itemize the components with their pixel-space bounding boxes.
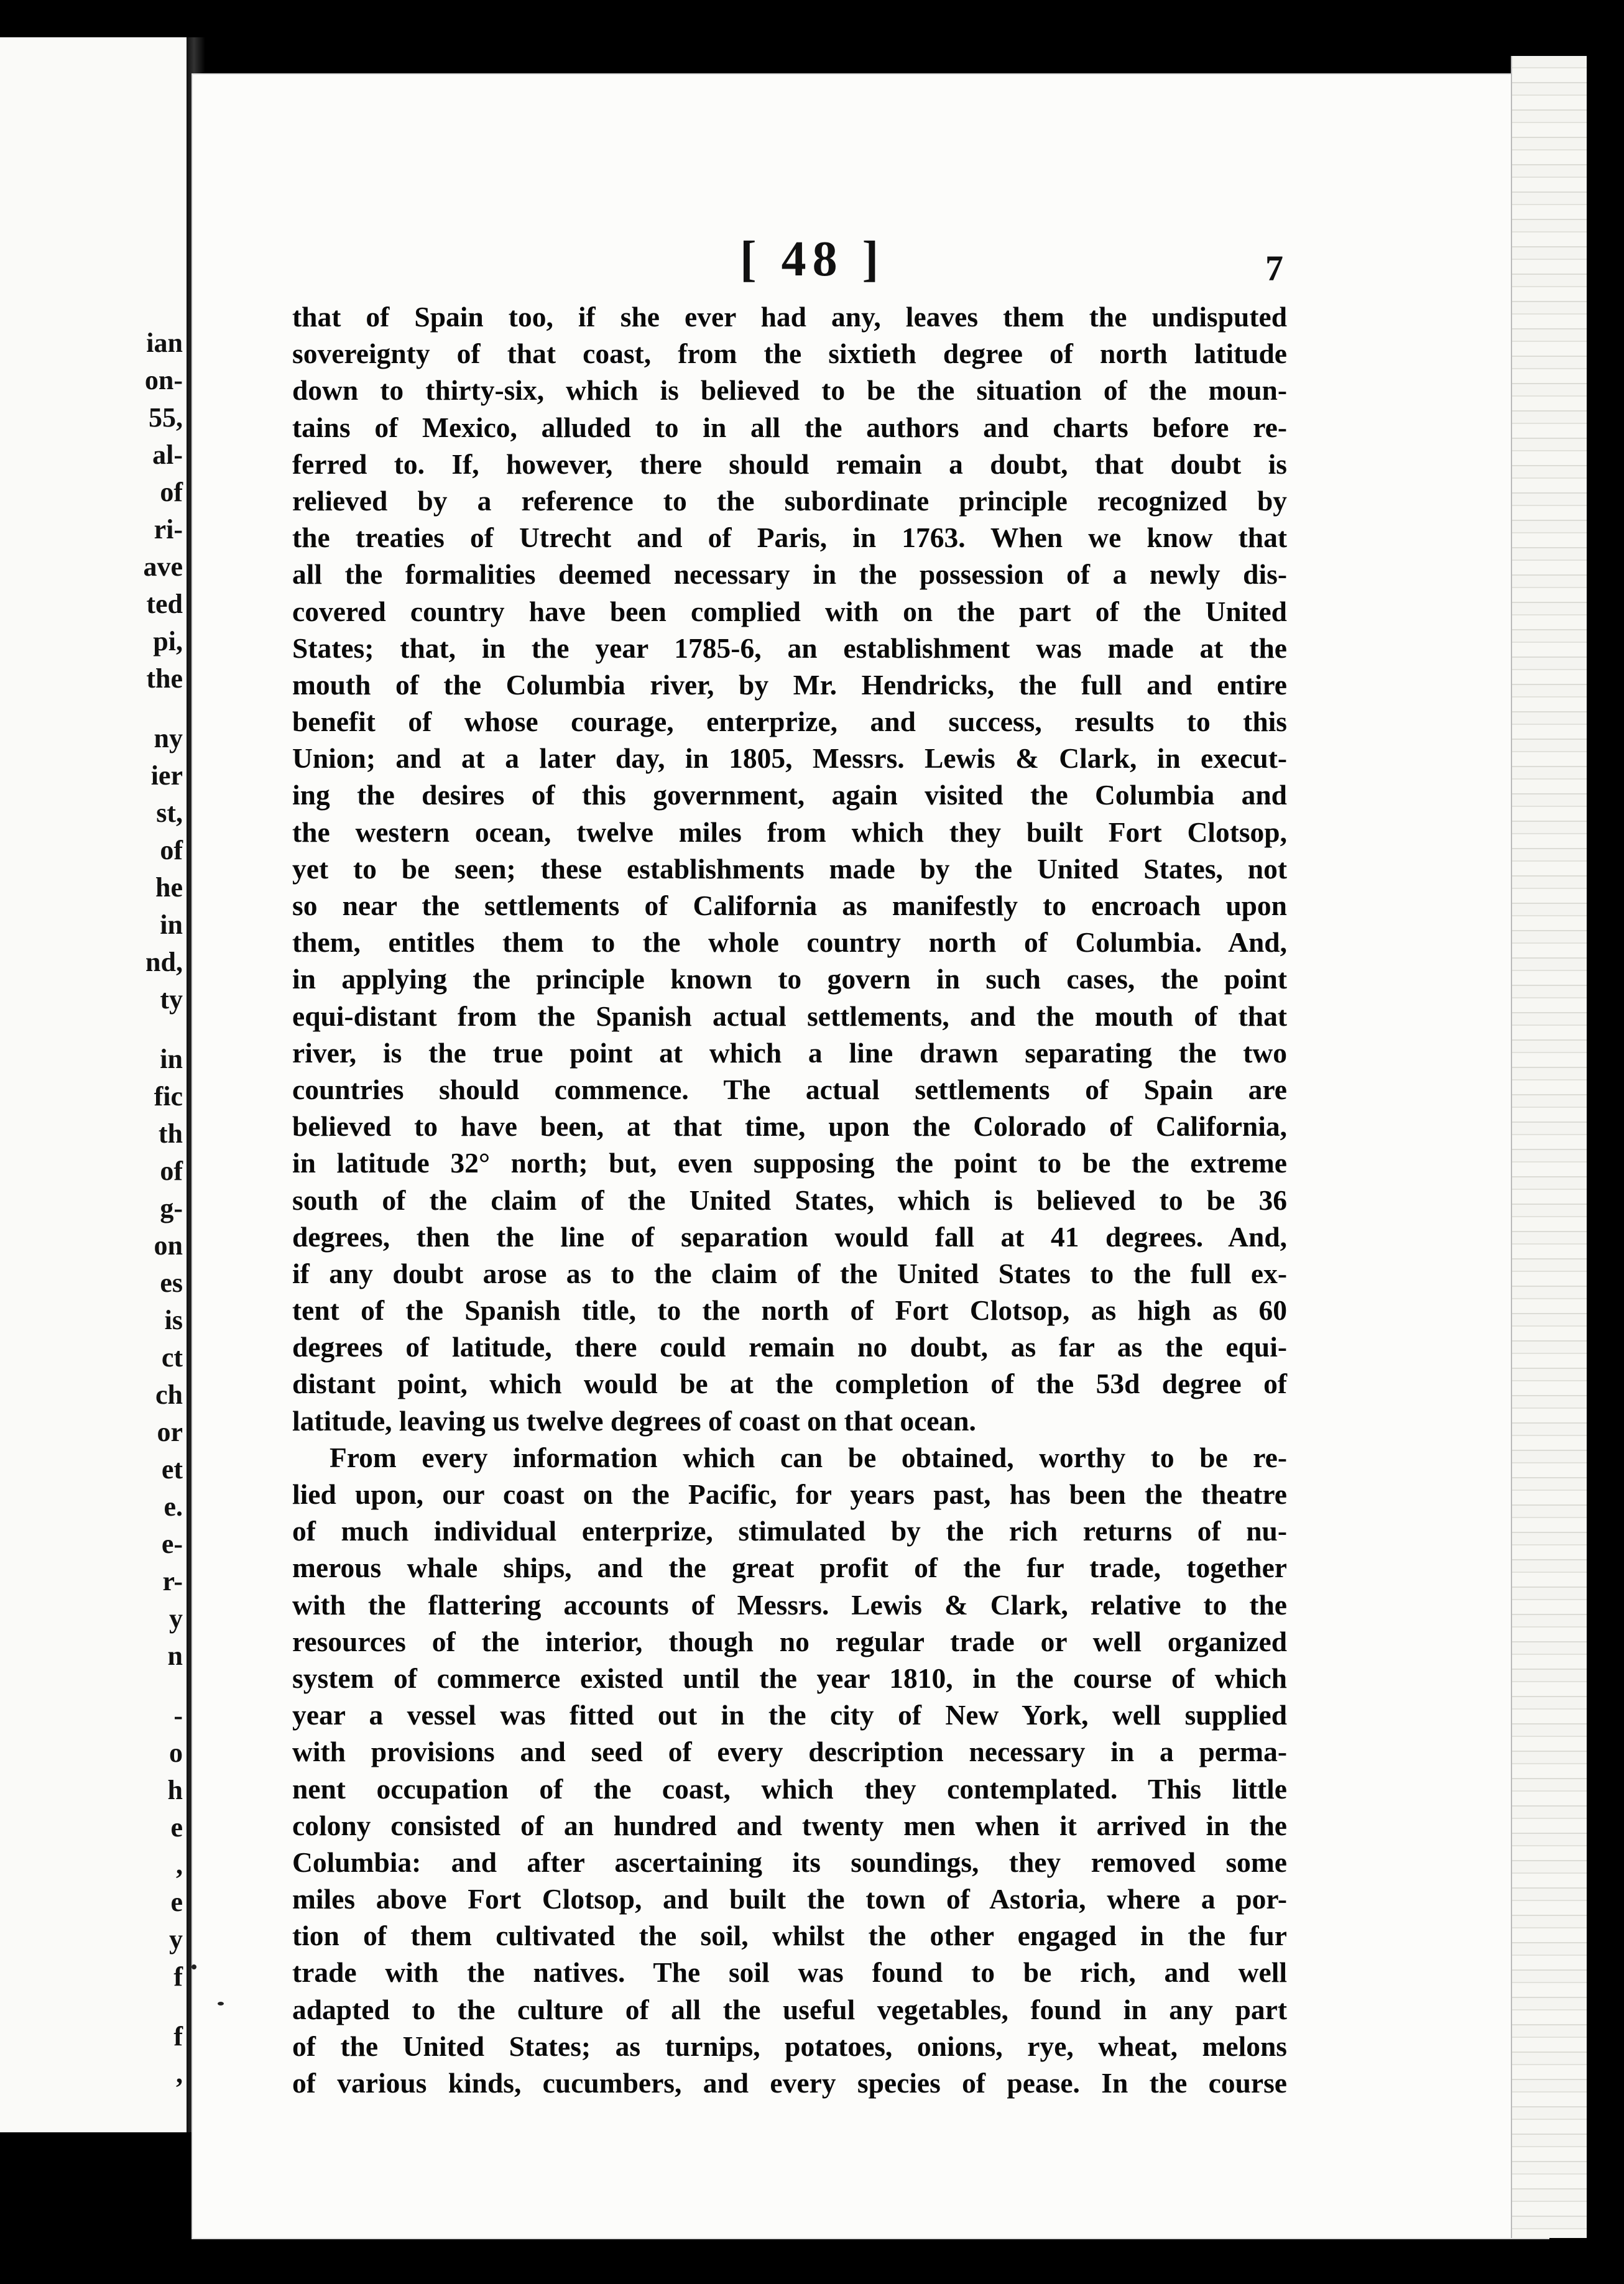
left-page-fragment: of — [160, 477, 183, 507]
text-line: merous whale ships, and the great profit of the fur trade, together — [292, 1552, 1287, 1584]
left-page-fragment: e — [170, 1812, 183, 1843]
left-page-fragment: , — [176, 2058, 183, 2089]
left-page-fragment: f — [173, 1961, 183, 1992]
left-page-fragment: g- — [160, 1193, 183, 1223]
text-line: them, entitles them to the whole country north of Columbia. And, — [292, 926, 1287, 959]
left-page-fragment: n — [167, 1641, 183, 1671]
left-page-fragment: es — [160, 1268, 183, 1298]
text-line: States; that, in the year 1785-6, an establishment was made at the — [292, 632, 1287, 664]
text-line: colony consisted of an hundred and twenty men when it arrived in the — [292, 1809, 1287, 1841]
bracketed-page-header: [ 48 ] — [740, 232, 885, 287]
text-line: down to thirty-six, which is believed to be the situation of the moun- — [292, 374, 1287, 407]
text-line: so near the settlements of California as manifestly to encroach upon — [292, 890, 1287, 921]
left-page-fragment: ian — [146, 328, 183, 358]
left-page-fragment: y — [169, 1924, 183, 1955]
text-line: Columbia: and after ascertaining its soundings, they removed some — [292, 1846, 1287, 1878]
left-page-fragment: ch — [155, 1379, 183, 1410]
left-page-fragment: e — [170, 1887, 183, 1917]
text-line: resources of the interior, though no regular trade or well organized — [292, 1625, 1287, 1657]
text-line: yet to be seen; these establishments made by the United States, not — [292, 852, 1287, 885]
left-page-fragment: or — [157, 1417, 183, 1447]
left-page-fragment: ave — [143, 551, 183, 582]
left-page-fragment: pi, — [153, 626, 183, 656]
text-line: countries should commence. The actual settlements of Spain are — [292, 1073, 1287, 1105]
text-line: of the United States; as turnips, potatoes, onions, rye, wheat, melons — [292, 2030, 1287, 2062]
text-line: tains of Mexico, alluded to in all the authors and charts before re- — [292, 411, 1287, 443]
text-line: river, is the true point at which a line drawn separating the two — [292, 1036, 1287, 1069]
text-line: with provisions and seed of every description necessary in a perma- — [292, 1736, 1287, 1768]
text-line: adapted to the culture of all the useful vegetables, found in any part — [292, 1993, 1287, 2025]
left-page-fragment: , — [176, 1849, 183, 1880]
left-page-fragment: et — [161, 1454, 183, 1485]
left-page-fragment: on- — [144, 365, 183, 395]
text-line: lied upon, our coast on the Pacific, for years past, has been the theatre — [292, 1478, 1287, 1510]
left-page-fragment: f — [173, 2021, 183, 2051]
left-page-fragment: ny — [154, 723, 183, 753]
text-line: in applying the principle known to govern in such cases, the point — [292, 963, 1287, 995]
text-line: mouth of the Columbia river, by Mr. Hendricks, the full and entire — [292, 668, 1287, 701]
text-line: nent occupation of the coast, which they contemplated. This little — [292, 1772, 1287, 1805]
text-line: From every information which can be obtained, worthy to be re- — [330, 1441, 1287, 1473]
left-page-fragment: ct — [161, 1342, 183, 1373]
left-page-fragment: - — [173, 1700, 183, 1731]
left-facing-page — [0, 37, 188, 2132]
left-page-fragment: in — [160, 1044, 183, 1074]
text-line: relieved by a reference to the subordinate principle recognized by — [292, 484, 1287, 517]
text-line: degrees of latitude, there could remain no doubt, as far as the equi- — [292, 1331, 1287, 1363]
text-line: covered country have been complied with on the part of the United — [292, 595, 1287, 627]
text-line: that of Spain too, if she ever had any, leaves them the undisputed — [292, 301, 1287, 333]
text-line: degrees, then the line of separation would fall at 41 degrees. And, — [292, 1220, 1287, 1253]
text-line: latitude, leaving us twelve degrees of coast on that ocean. — [292, 1404, 976, 1437]
left-page-fragment: the — [146, 663, 183, 694]
text-line: miles above Fort Clotsop, and built the town of Astoria, where a por- — [292, 1883, 1287, 1915]
text-line: the western ocean, twelve miles from which they built Fort Clotsop, — [292, 816, 1287, 848]
text-line: equi-distant from the Spanish actual settlements, and the mouth of that — [292, 1000, 1287, 1032]
left-page-fragment: ri- — [154, 514, 183, 545]
ragged-page-edge — [1511, 56, 1587, 2238]
left-page-fragment: o — [169, 1738, 183, 1768]
left-page-fragment: ier — [150, 760, 183, 791]
left-page-fragment: r- — [162, 1566, 183, 1596]
left-page-fragment: al- — [152, 440, 183, 470]
text-line: ferred to. If, however, there should remain a doubt, that doubt is — [292, 448, 1287, 480]
text-line: in latitude 32° north; but, even supposing the point to be the extreme — [292, 1147, 1287, 1179]
text-line: all the formalities deemed necessary in the possession of a newly dis- — [292, 558, 1287, 591]
text-line: believed to have been, at that time, upon the Colorado of California, — [292, 1110, 1287, 1143]
left-page-fragment: is — [164, 1305, 183, 1335]
left-page-fragment: nd, — [145, 947, 183, 977]
left-page-fragment: y — [169, 1603, 183, 1634]
left-page-fragment: ty — [160, 984, 183, 1015]
text-line: with the flattering accounts of Messrs. Lewis & Clark, relative to the — [292, 1588, 1287, 1621]
text-line: tion of them cultivated the soil, whilst the other engaged in the fur — [292, 1920, 1287, 1952]
text-line: tent of the Spanish title, to the north of Fort Clotsop, as high as 60 — [292, 1294, 1287, 1327]
text-line: year a vessel was fitted out in the city of New York, well supplied — [292, 1699, 1287, 1731]
left-page-fragment: on — [154, 1230, 183, 1261]
left-page-fragment: th — [158, 1118, 183, 1149]
body-text — [292, 298, 1287, 2101]
left-page-fragment: 55, — [149, 402, 183, 433]
left-page-fragment: he — [155, 872, 183, 903]
left-page-fragment: of — [160, 835, 183, 865]
text-line: Union; and at a later day, in 1805, Messrs. Lewis & Clark, in execut- — [292, 742, 1287, 775]
text-line: sovereignty of that coast, from the sixtieth degree of north latitude — [292, 338, 1287, 370]
left-page-fragment: e- — [161, 1529, 183, 1559]
left-page-fragment: in — [160, 909, 183, 940]
left-page-fragment: of — [160, 1156, 183, 1186]
left-page-fragment: fic — [154, 1081, 183, 1112]
text-line: of much individual enterprize, stimulated by the rich returns of nu- — [292, 1515, 1287, 1547]
text-line: the treaties of Utrecht and of Paris, in 1763. When we know that — [292, 522, 1287, 554]
left-page-fragment: st, — [156, 798, 183, 828]
text-line: distant point, which would be at the completion of the 53d degree of — [292, 1368, 1287, 1400]
text-line: trade with the natives. The soil was found to be rich, and well — [292, 1956, 1287, 1989]
text-line: benefit of whose courage, enterprize, and success, results to this — [292, 706, 1287, 738]
text-line: of various kinds, cucumbers, and every species of pease. In the course — [292, 2067, 1287, 2099]
text-line: south of the claim of the United States, which is believed to be 36 — [292, 1184, 1287, 1216]
ink-speck — [191, 1964, 196, 1969]
text-line: system of commerce existed until the year 1810, in the course of which — [292, 1662, 1287, 1694]
left-page-fragment: h — [167, 1775, 183, 1805]
text-line: if any doubt arose as to the claim of the United States to the full ex- — [292, 1257, 1287, 1289]
text-line: ing the desires of this government, again visited the Columbia and — [292, 779, 1287, 811]
page-number: 7 — [1265, 248, 1283, 288]
ink-speck — [218, 2002, 224, 2005]
left-page-fragment: ted — [146, 589, 183, 619]
left-page-fragment: e. — [164, 1491, 183, 1522]
